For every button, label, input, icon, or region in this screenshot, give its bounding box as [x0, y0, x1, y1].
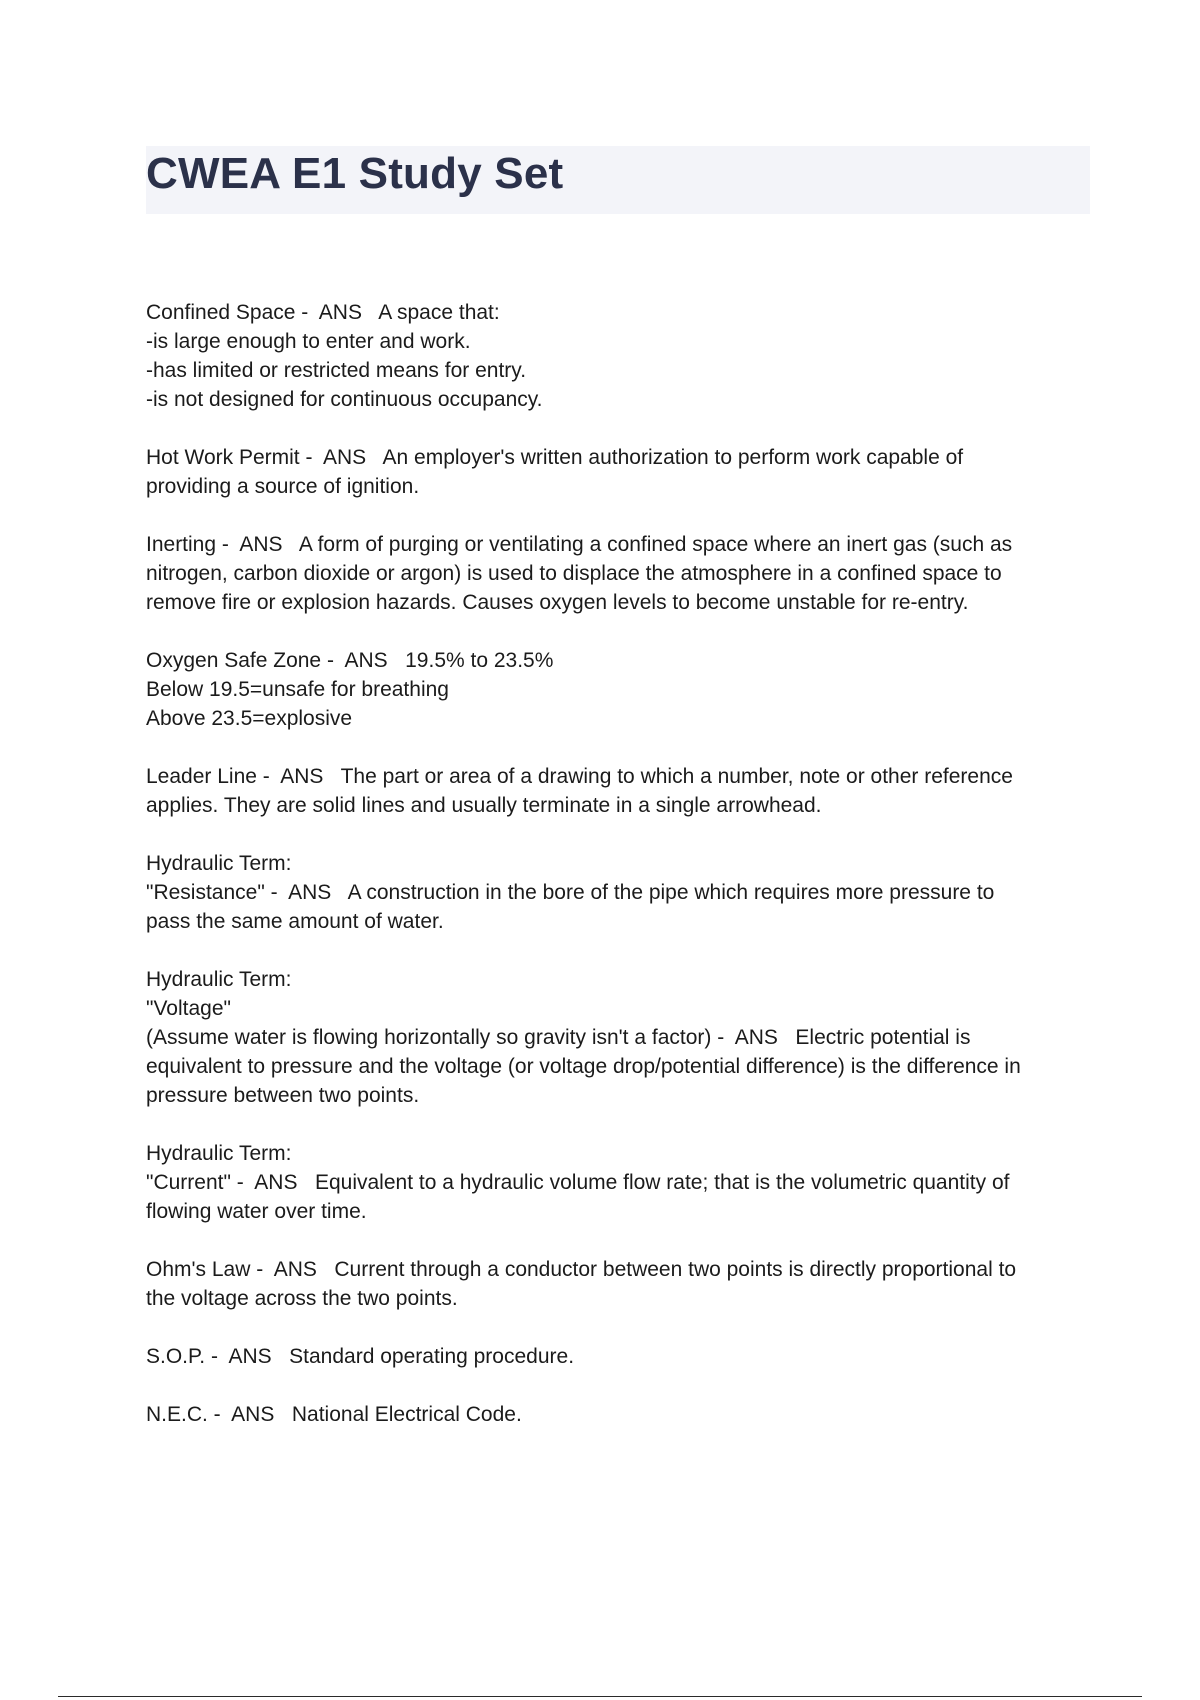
- entry-line: Above 23.5=explosive: [146, 707, 353, 730]
- entry-line: remove fire or explosion hazards. Causes oxygen levels to become unstable for re-entry.: [146, 591, 969, 614]
- entry-hot-work-permit: [146, 443, 1076, 501]
- entry-line: Hot Work Permit - ANS An employer's written authorization to perform work capable of: [146, 446, 964, 469]
- entry-line: N.E.C. - ANS National Electrical Code.: [146, 1403, 522, 1426]
- entry-hydraulic-current: [146, 1139, 1076, 1226]
- entry-line: flowing water over time.: [146, 1200, 367, 1223]
- entry-confined-space: [146, 298, 1076, 414]
- entry-line: Hydraulic Term:: [146, 852, 292, 875]
- entry-line: -has limited or restricted means for entry.: [146, 359, 527, 382]
- entry-inerting: [146, 530, 1076, 617]
- footer-divider: [58, 1696, 1142, 1697]
- entry-oxygen-safe-zone: [146, 646, 1076, 733]
- entry-line: Hydraulic Term:: [146, 1142, 292, 1165]
- entry-line: nitrogen, carbon dioxide or argon) is used to displace the atmosphere in a confined space to: [146, 562, 1002, 585]
- study-set-content: [146, 298, 1076, 1458]
- entry-line: pressure between two points.: [146, 1084, 420, 1107]
- entry-line: providing a source of ignition.: [146, 475, 420, 498]
- entry-hydraulic-resistance: [146, 849, 1076, 936]
- entry-line: applies. They are solid lines and usually terminate in a single arrowhead.: [146, 794, 822, 817]
- entry-line: Confined Space - ANS A space that:: [146, 301, 500, 324]
- entry-leader-line: [146, 762, 1076, 820]
- document-title: CWEA E1 Study Set: [146, 149, 564, 198]
- entry-line: Inerting - ANS A form of purging or ventilating a confined space where an inert gas (such as: [146, 533, 1013, 556]
- entry-line: Hydraulic Term:: [146, 968, 292, 991]
- entry-line: Below 19.5=unsafe for breathing: [146, 678, 449, 701]
- entry-line: "Current" - ANS Equivalent to a hydraulic volume flow rate; that is the volumetric quantity of: [146, 1171, 1010, 1194]
- entry-hydraulic-voltage: [146, 965, 1076, 1110]
- entry-line: Ohm's Law - ANS Current through a conductor between two points is directly proportional to: [146, 1258, 1017, 1281]
- entry-line: the voltage across the two points.: [146, 1287, 458, 1310]
- entry-nec: [146, 1400, 1076, 1429]
- entry-line: -is large enough to enter and work.: [146, 330, 471, 353]
- entry-line: equivalent to pressure and the voltage (or voltage drop/potential difference) is the difference in: [146, 1055, 1021, 1078]
- entry-line: (Assume water is flowing horizontally so gravity isn't a factor) - ANS Electric potential is: [146, 1026, 971, 1049]
- entry-line: "Resistance" - ANS A construction in the bore of the pipe which requires more pressure to: [146, 881, 995, 904]
- entry-line: S.O.P. - ANS Standard operating procedure.: [146, 1345, 575, 1368]
- entry-line: Oxygen Safe Zone - ANS 19.5% to 23.5%: [146, 649, 554, 672]
- title-banner: [146, 146, 1090, 214]
- entry-line: "Voltage": [146, 997, 231, 1020]
- entry-line: pass the same amount of water.: [146, 910, 444, 933]
- entry-sop: [146, 1342, 1076, 1371]
- entry-line: Leader Line - ANS The part or area of a drawing to which a number, note or other reference: [146, 765, 1013, 788]
- entry-line: -is not designed for continuous occupancy.: [146, 388, 543, 411]
- entry-ohms-law: [146, 1255, 1076, 1313]
